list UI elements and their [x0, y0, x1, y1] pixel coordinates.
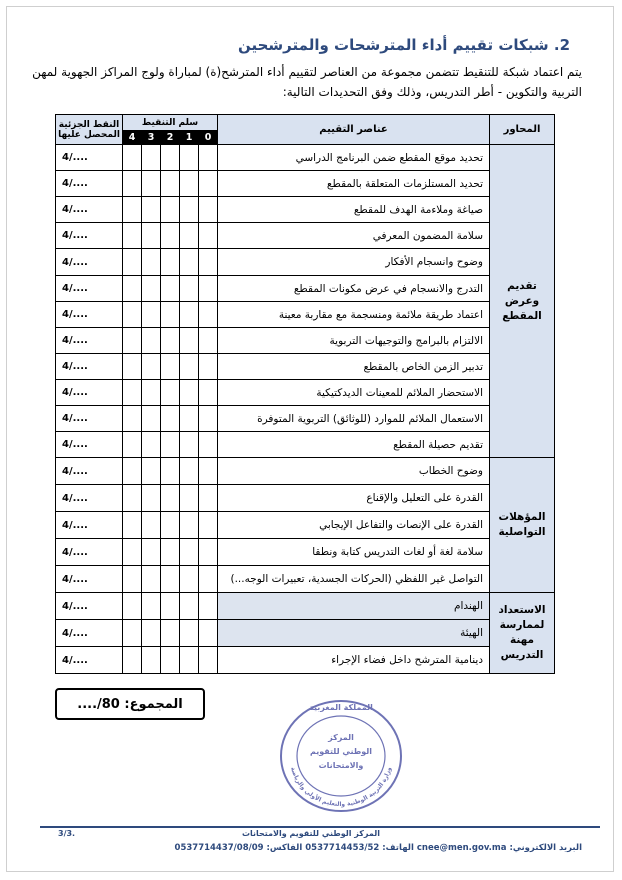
scale-cell[interactable]	[142, 171, 161, 197]
scale-cell[interactable]	[180, 302, 199, 328]
stamp-line2: المركز	[328, 733, 354, 742]
stamp-inner-ring	[297, 716, 385, 796]
scale-cell[interactable]	[199, 276, 218, 302]
scale-cell[interactable]	[199, 512, 218, 539]
scale-cell[interactable]	[123, 458, 142, 485]
scale-value-4: 4	[123, 131, 142, 145]
scale-cell[interactable]	[180, 354, 199, 380]
criterion-cell: تحديد المستلزمات المتعلقة بالمقطع	[218, 171, 490, 197]
scale-cell[interactable]	[161, 458, 180, 485]
score-cell[interactable]: 4/....	[56, 539, 123, 566]
table-row	[56, 223, 555, 249]
scale-cell[interactable]	[180, 485, 199, 512]
total-box	[55, 688, 205, 720]
scale-cell[interactable]	[161, 328, 180, 354]
scale-cell[interactable]	[123, 593, 142, 620]
score-cell[interactable]: 4/....	[56, 566, 123, 593]
criterion-cell: تحديد موقع المقطع ضمن البرنامج الدراسي	[218, 145, 490, 171]
criterion-cell: صياغة وملاءمة الهدف للمقطع	[218, 197, 490, 223]
table-row	[56, 512, 555, 539]
scale-cell[interactable]	[161, 145, 180, 171]
criterion-cell: تقديم حصيلة المقطع	[218, 432, 490, 458]
scale-cell[interactable]	[142, 145, 161, 171]
criterion-cell: تدبير الزمن الخاص بالمقطع	[218, 354, 490, 380]
table-row	[56, 593, 555, 620]
official-stamp	[276, 696, 406, 814]
scale-cell[interactable]	[180, 328, 199, 354]
scale-cell[interactable]	[180, 276, 199, 302]
stamp-line4: والامتحانات	[318, 761, 364, 770]
footer-page-number: 3/3.	[58, 829, 76, 838]
evaluation-grid	[55, 114, 555, 674]
scale-cell[interactable]	[180, 249, 199, 276]
criterion-cell: الهيئة	[218, 620, 490, 647]
table-row	[56, 647, 555, 674]
scale-cell[interactable]	[142, 620, 161, 647]
scale-cell[interactable]	[180, 197, 199, 223]
criterion-cell: التدرج والانسجام في عرض مكونات المقطع	[218, 276, 490, 302]
criterion-cell: سلامة المضمون المعرفي	[218, 223, 490, 249]
table-row	[56, 620, 555, 647]
scale-cell[interactable]	[180, 620, 199, 647]
scale-cell[interactable]	[142, 458, 161, 485]
score-cell[interactable]: 4/....	[56, 485, 123, 512]
stamp-line3: الوطني للتقويم	[309, 747, 373, 756]
score-cell[interactable]: 4/....	[56, 432, 123, 458]
scale-cell[interactable]	[199, 223, 218, 249]
scale-cell[interactable]	[161, 406, 180, 432]
scale-cell[interactable]	[142, 539, 161, 566]
scale-cell[interactable]	[161, 620, 180, 647]
scale-cell[interactable]	[180, 380, 199, 406]
score-cell[interactable]: 4/....	[56, 380, 123, 406]
scale-cell[interactable]	[180, 593, 199, 620]
scale-cell[interactable]	[199, 620, 218, 647]
grid-body	[56, 145, 555, 674]
table-row	[56, 458, 555, 485]
scale-cell[interactable]	[142, 249, 161, 276]
scale-cell[interactable]	[161, 432, 180, 458]
axis-cell: المؤهلات التواصلية	[490, 458, 555, 593]
stamp-ring-text	[289, 766, 393, 808]
scale-value-2: 2	[161, 131, 180, 145]
stamp-line1: المملكة المغربية	[309, 703, 373, 712]
scale-cell[interactable]	[161, 302, 180, 328]
scale-cell[interactable]	[142, 647, 161, 674]
axes-header: المحاور	[490, 115, 555, 145]
scale-cell[interactable]	[142, 485, 161, 512]
footer-rule	[40, 826, 600, 828]
scale-cell[interactable]	[161, 249, 180, 276]
scale-cell[interactable]	[161, 485, 180, 512]
section-heading	[238, 36, 570, 54]
scale-cell[interactable]	[123, 354, 142, 380]
scale-cell[interactable]	[161, 647, 180, 674]
section-title: شبكات تقييم أداء المترشحات والمترشحين	[238, 36, 549, 54]
scale-cell[interactable]	[142, 380, 161, 406]
scale-cell[interactable]	[123, 276, 142, 302]
scale-cell[interactable]	[123, 380, 142, 406]
criterion-cell: سلامة لغة أو لغات التدريس كتابة ونطقا	[218, 539, 490, 566]
scale-cell[interactable]	[123, 328, 142, 354]
scale-header: سلم التنقيط	[123, 115, 218, 131]
scale-cell[interactable]	[142, 302, 161, 328]
score-cell[interactable]: 4/....	[56, 223, 123, 249]
score-cell[interactable]: 4/....	[56, 406, 123, 432]
scale-cell[interactable]	[199, 197, 218, 223]
scale-cell[interactable]	[180, 406, 199, 432]
score-cell[interactable]: 4/....	[56, 276, 123, 302]
scale-cell[interactable]	[199, 380, 218, 406]
scale-cell[interactable]	[123, 620, 142, 647]
scale-cell[interactable]	[161, 171, 180, 197]
scale-cell[interactable]	[199, 249, 218, 276]
criterion-cell: التواصل غير اللفظي (الحركات الجسدية، تعبيرات الوجه...)	[218, 566, 490, 593]
score-cell[interactable]: 4/....	[56, 512, 123, 539]
criterion-cell: اعتماد طريقة ملائمة ومنسجمة مع مقاربة معينة	[218, 302, 490, 328]
criterion-cell: القدرة على الإنصات والتفاعل الإيجابي	[218, 512, 490, 539]
criteria-header: عناصر التقييم	[218, 115, 490, 145]
scale-cell[interactable]	[142, 223, 161, 249]
score-cell[interactable]: 4/....	[56, 145, 123, 171]
score-cell[interactable]: 4/....	[56, 593, 123, 620]
scale-value-0: 0	[199, 131, 218, 145]
scale-cell[interactable]	[161, 276, 180, 302]
scale-cell[interactable]	[180, 647, 199, 674]
scale-cell[interactable]	[161, 566, 180, 593]
scale-cell[interactable]	[123, 566, 142, 593]
scale-cell[interactable]	[142, 328, 161, 354]
scale-cell[interactable]	[123, 223, 142, 249]
scale-cell[interactable]	[123, 145, 142, 171]
criterion-cell: وضوح وانسجام الأفكار	[218, 249, 490, 276]
scale-cell[interactable]	[142, 432, 161, 458]
scale-cell[interactable]	[123, 539, 142, 566]
axis-cell: الاستعداد لممارسة مهنة التدريس	[490, 593, 555, 674]
criterion-cell: القدرة على التعليل والإقناع	[218, 485, 490, 512]
criterion-cell: الالتزام بالبرامج والتوجيهات التربوية	[218, 328, 490, 354]
scale-cell[interactable]	[180, 566, 199, 593]
scale-cell[interactable]	[199, 485, 218, 512]
scale-cell[interactable]	[123, 432, 142, 458]
section-number: 2.	[553, 36, 570, 54]
scale-value-3: 3	[142, 131, 161, 145]
scale-cell[interactable]	[199, 302, 218, 328]
scale-cell[interactable]	[142, 406, 161, 432]
scale-cell[interactable]	[142, 512, 161, 539]
criterion-cell: وضوح الخطاب	[218, 458, 490, 485]
table-row	[56, 380, 555, 406]
criterion-cell: دينامية المترشح داخل فضاء الإجراء	[218, 647, 490, 674]
scale-cell[interactable]	[123, 485, 142, 512]
scale-cell[interactable]	[180, 432, 199, 458]
table-row	[56, 354, 555, 380]
table-row	[56, 432, 555, 458]
scale-cell[interactable]	[180, 458, 199, 485]
scale-cell[interactable]	[199, 593, 218, 620]
score-cell[interactable]: 4/....	[56, 647, 123, 674]
table-row	[56, 197, 555, 223]
table-row	[56, 302, 555, 328]
score-cell[interactable]: 4/....	[56, 249, 123, 276]
footer-contact: البريد الالكتروني: cnee@men.gov.ma الهاتف: 0537714453/52 الفاكس: 0537714437/08/09	[174, 843, 582, 853]
scale-cell[interactable]	[161, 223, 180, 249]
table-row	[56, 171, 555, 197]
scale-cell[interactable]	[199, 328, 218, 354]
scale-cell[interactable]	[123, 197, 142, 223]
score-cell[interactable]: 4/....	[56, 171, 123, 197]
scale-cell[interactable]	[123, 302, 142, 328]
scale-cell[interactable]	[199, 145, 218, 171]
score-cell[interactable]: 4/....	[56, 197, 123, 223]
scale-cell[interactable]	[180, 223, 199, 249]
table-row	[56, 406, 555, 432]
scale-cell[interactable]	[180, 539, 199, 566]
score-cell[interactable]: 4/....	[56, 302, 123, 328]
scale-cell[interactable]	[123, 406, 142, 432]
scale-cell[interactable]	[161, 380, 180, 406]
criterion-cell: الهندام	[218, 593, 490, 620]
table-row	[56, 566, 555, 593]
scale-cell[interactable]	[180, 512, 199, 539]
scale-cell[interactable]	[161, 512, 180, 539]
scale-cell[interactable]	[123, 512, 142, 539]
scale-cell[interactable]	[123, 171, 142, 197]
scale-cell[interactable]	[123, 249, 142, 276]
scale-cell[interactable]	[199, 406, 218, 432]
score-cell[interactable]: 4/....	[56, 354, 123, 380]
scale-cell[interactable]	[161, 539, 180, 566]
scale-cell[interactable]	[123, 647, 142, 674]
criterion-cell: الاستعمال الملائم للموارد (للوثائق) التربوية المتوفرة	[218, 406, 490, 432]
points-header: النقط الجزئية المحصل عليها	[56, 115, 123, 145]
scale-cell[interactable]	[199, 539, 218, 566]
scale-cell[interactable]	[199, 171, 218, 197]
scale-cell[interactable]	[142, 354, 161, 380]
table-row	[56, 249, 555, 276]
scale-cell[interactable]	[161, 197, 180, 223]
scale-cell[interactable]	[142, 197, 161, 223]
stamp-ring-path: وزارة التربية الوطنية والتعليم الأولي والرياضة	[289, 766, 393, 809]
criterion-cell: الاستحضار الملائم للمعينات الديدكتيكية	[218, 380, 490, 406]
scale-cell[interactable]	[199, 566, 218, 593]
scale-cell[interactable]	[161, 354, 180, 380]
scale-cell[interactable]	[199, 647, 218, 674]
scale-cell[interactable]	[199, 432, 218, 458]
scale-cell[interactable]	[142, 566, 161, 593]
table-row	[56, 539, 555, 566]
scale-cell[interactable]	[180, 145, 199, 171]
scale-cell[interactable]	[142, 276, 161, 302]
scale-cell[interactable]	[199, 458, 218, 485]
footer-organization: المركز الوطني للتقويم والامتحانات	[241, 829, 381, 838]
scale-cell[interactable]	[199, 354, 218, 380]
score-cell[interactable]: 4/....	[56, 328, 123, 354]
score-cell[interactable]: 4/....	[56, 458, 123, 485]
axis-cell: تقديم وعرض المقطع	[490, 145, 555, 458]
table-row	[56, 485, 555, 512]
scale-value-1: 1	[180, 131, 199, 145]
scale-cell[interactable]	[161, 593, 180, 620]
stamp-outer-ring	[281, 701, 401, 811]
intro-paragraph: يتم اعتماد شبكة للتنقيط تتضمن مجموعة من العناصر لتقييم أداء المترشح(ة) لمباراة ولوج المراكز الجهوية لمهن التربية والتكوين - أطر التدريس، وذلك وفق التحديدات التالية:	[32, 65, 582, 99]
table-row	[56, 328, 555, 354]
scale-cell[interactable]	[180, 171, 199, 197]
table-row	[56, 145, 555, 171]
table-row	[56, 276, 555, 302]
scale-cell[interactable]	[142, 593, 161, 620]
total-label: المجموع: 80/....	[77, 696, 183, 712]
score-cell[interactable]: 4/....	[56, 620, 123, 647]
